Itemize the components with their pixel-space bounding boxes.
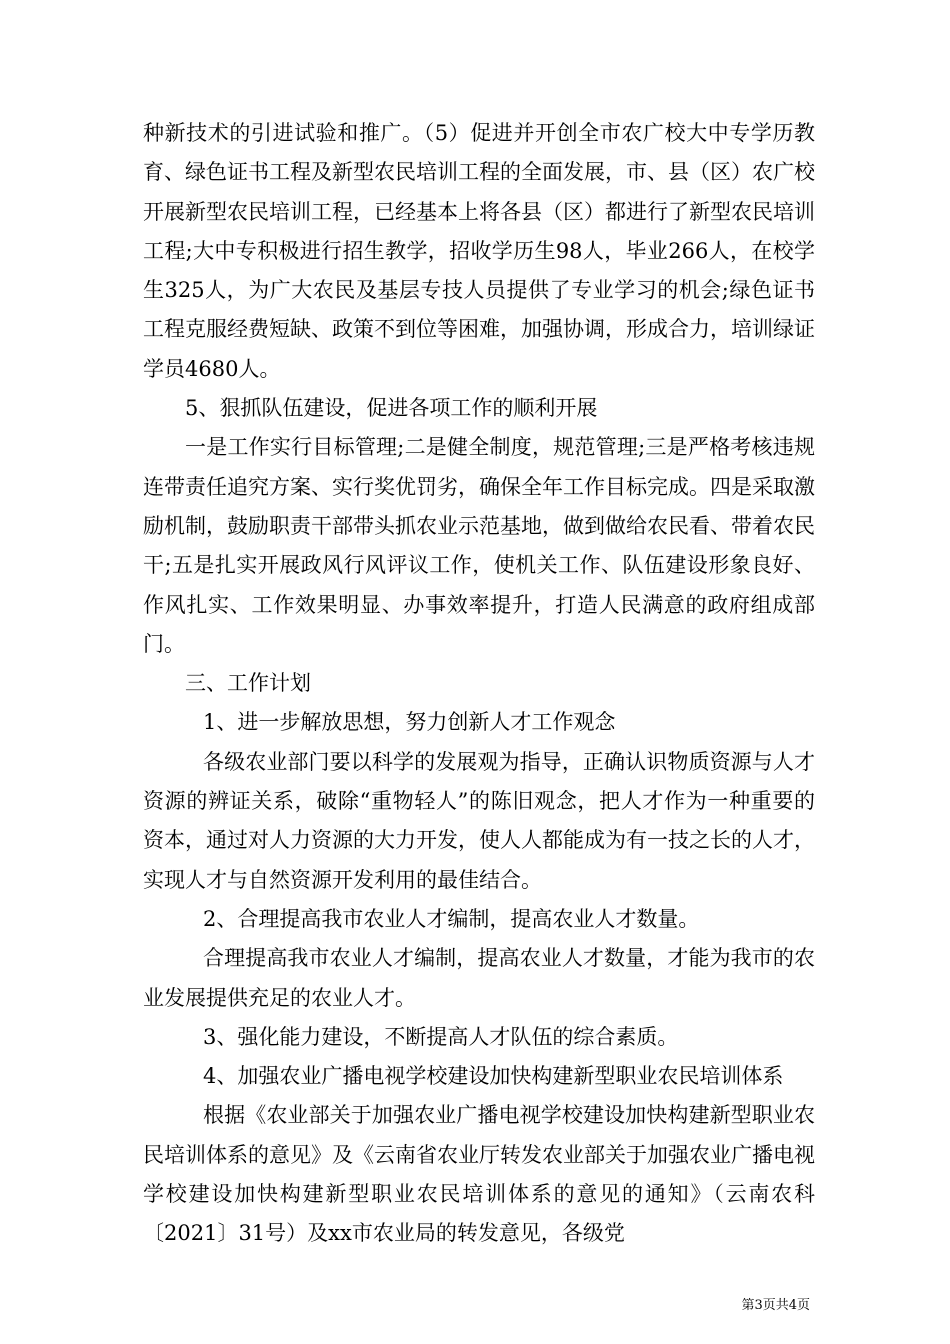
- section-heading-work-plan: 三、工作计划: [185, 671, 311, 696]
- heading-plan-item-3: 3、强化能力建设，不断提高人才队伍的综合素质。: [203, 1024, 679, 1049]
- page-number-footer: 第3页共4页: [741, 1298, 810, 1313]
- paragraph-plan-item-2: 合理提高我市农业人才编制，提高农业人才数量，才能为我市的农业发展提供充足的农业人才。: [143, 946, 815, 1010]
- paragraph-management-measures: 一是工作实行目标管理;二是健全制度，规范管理;三是严格考核违规连带责任追究方案、实行奖优罚劣，确保全年工作目标完成。四是采取激励机制，鼓励职责干部带头抓农业示范基地，做到做给农民看、带着农民干;五是扎实开展政风行风评议工作，使机关工作、队伍建设形象良好、作风扎实、工作效果明显、办事效率提升，打造人民满意的政府组成部门。: [143, 435, 815, 656]
- heading-plan-item-2: 2、合理提高我市农业人才编制，提高农业人才数量。: [203, 906, 700, 931]
- document-body: [143, 114, 815, 1254]
- heading-team-building: 5、狠抓队伍建设，促进各项工作的顺利开展: [185, 396, 598, 421]
- paragraph-plan-item-1: 各级农业部门要以科学的发展观为指导，正确认识物质资源与人才资源的辨证关系，破除“重物轻人”的陈旧观念，把人才作为一种重要的资本，通过对人力资源的大力开发，使人人都能成为有一技之长的人才，实现人才与自然资源开发利用的最佳结合。: [143, 749, 815, 892]
- heading-plan-item-4: 4、加强农业广播电视学校建设加快构建新型职业农民培训体系: [203, 1064, 784, 1089]
- paragraph-education-progress: 种新技术的引进试验和推广。（5）促进并开创全市农广校大中专学历教育、绿色证书工程及新型农民培训工程的全面发展，市、县（区）农广校开展新型农民培训工程，已经基本上将各县（区）都进行了新型农民培训工程;大中专积极进行招生教学，招收学历生98人，毕业266人，在校学生325人，为广大农民及基层专技人员提供了专业学习的机会;绿色证书工程克服经费短缺、政策不到位等困难，加强协调，形成合力，培训绿证学员4680人。: [143, 121, 815, 381]
- heading-plan-item-1: 1、进一步解放思想，努力创新人才工作观念: [203, 710, 616, 735]
- paragraph-plan-item-4: 根据《农业部关于加强农业广播电视学校建设加快构建新型职业农民培训体系的意见》及《云南省农业厅转发农业部关于加强农业广播电视学校建设加快构建新型职业农民培训体系的意见的通知》（云南农科〔2021〕31号）及xx市农业局的转发意见，各级党: [143, 1103, 815, 1246]
